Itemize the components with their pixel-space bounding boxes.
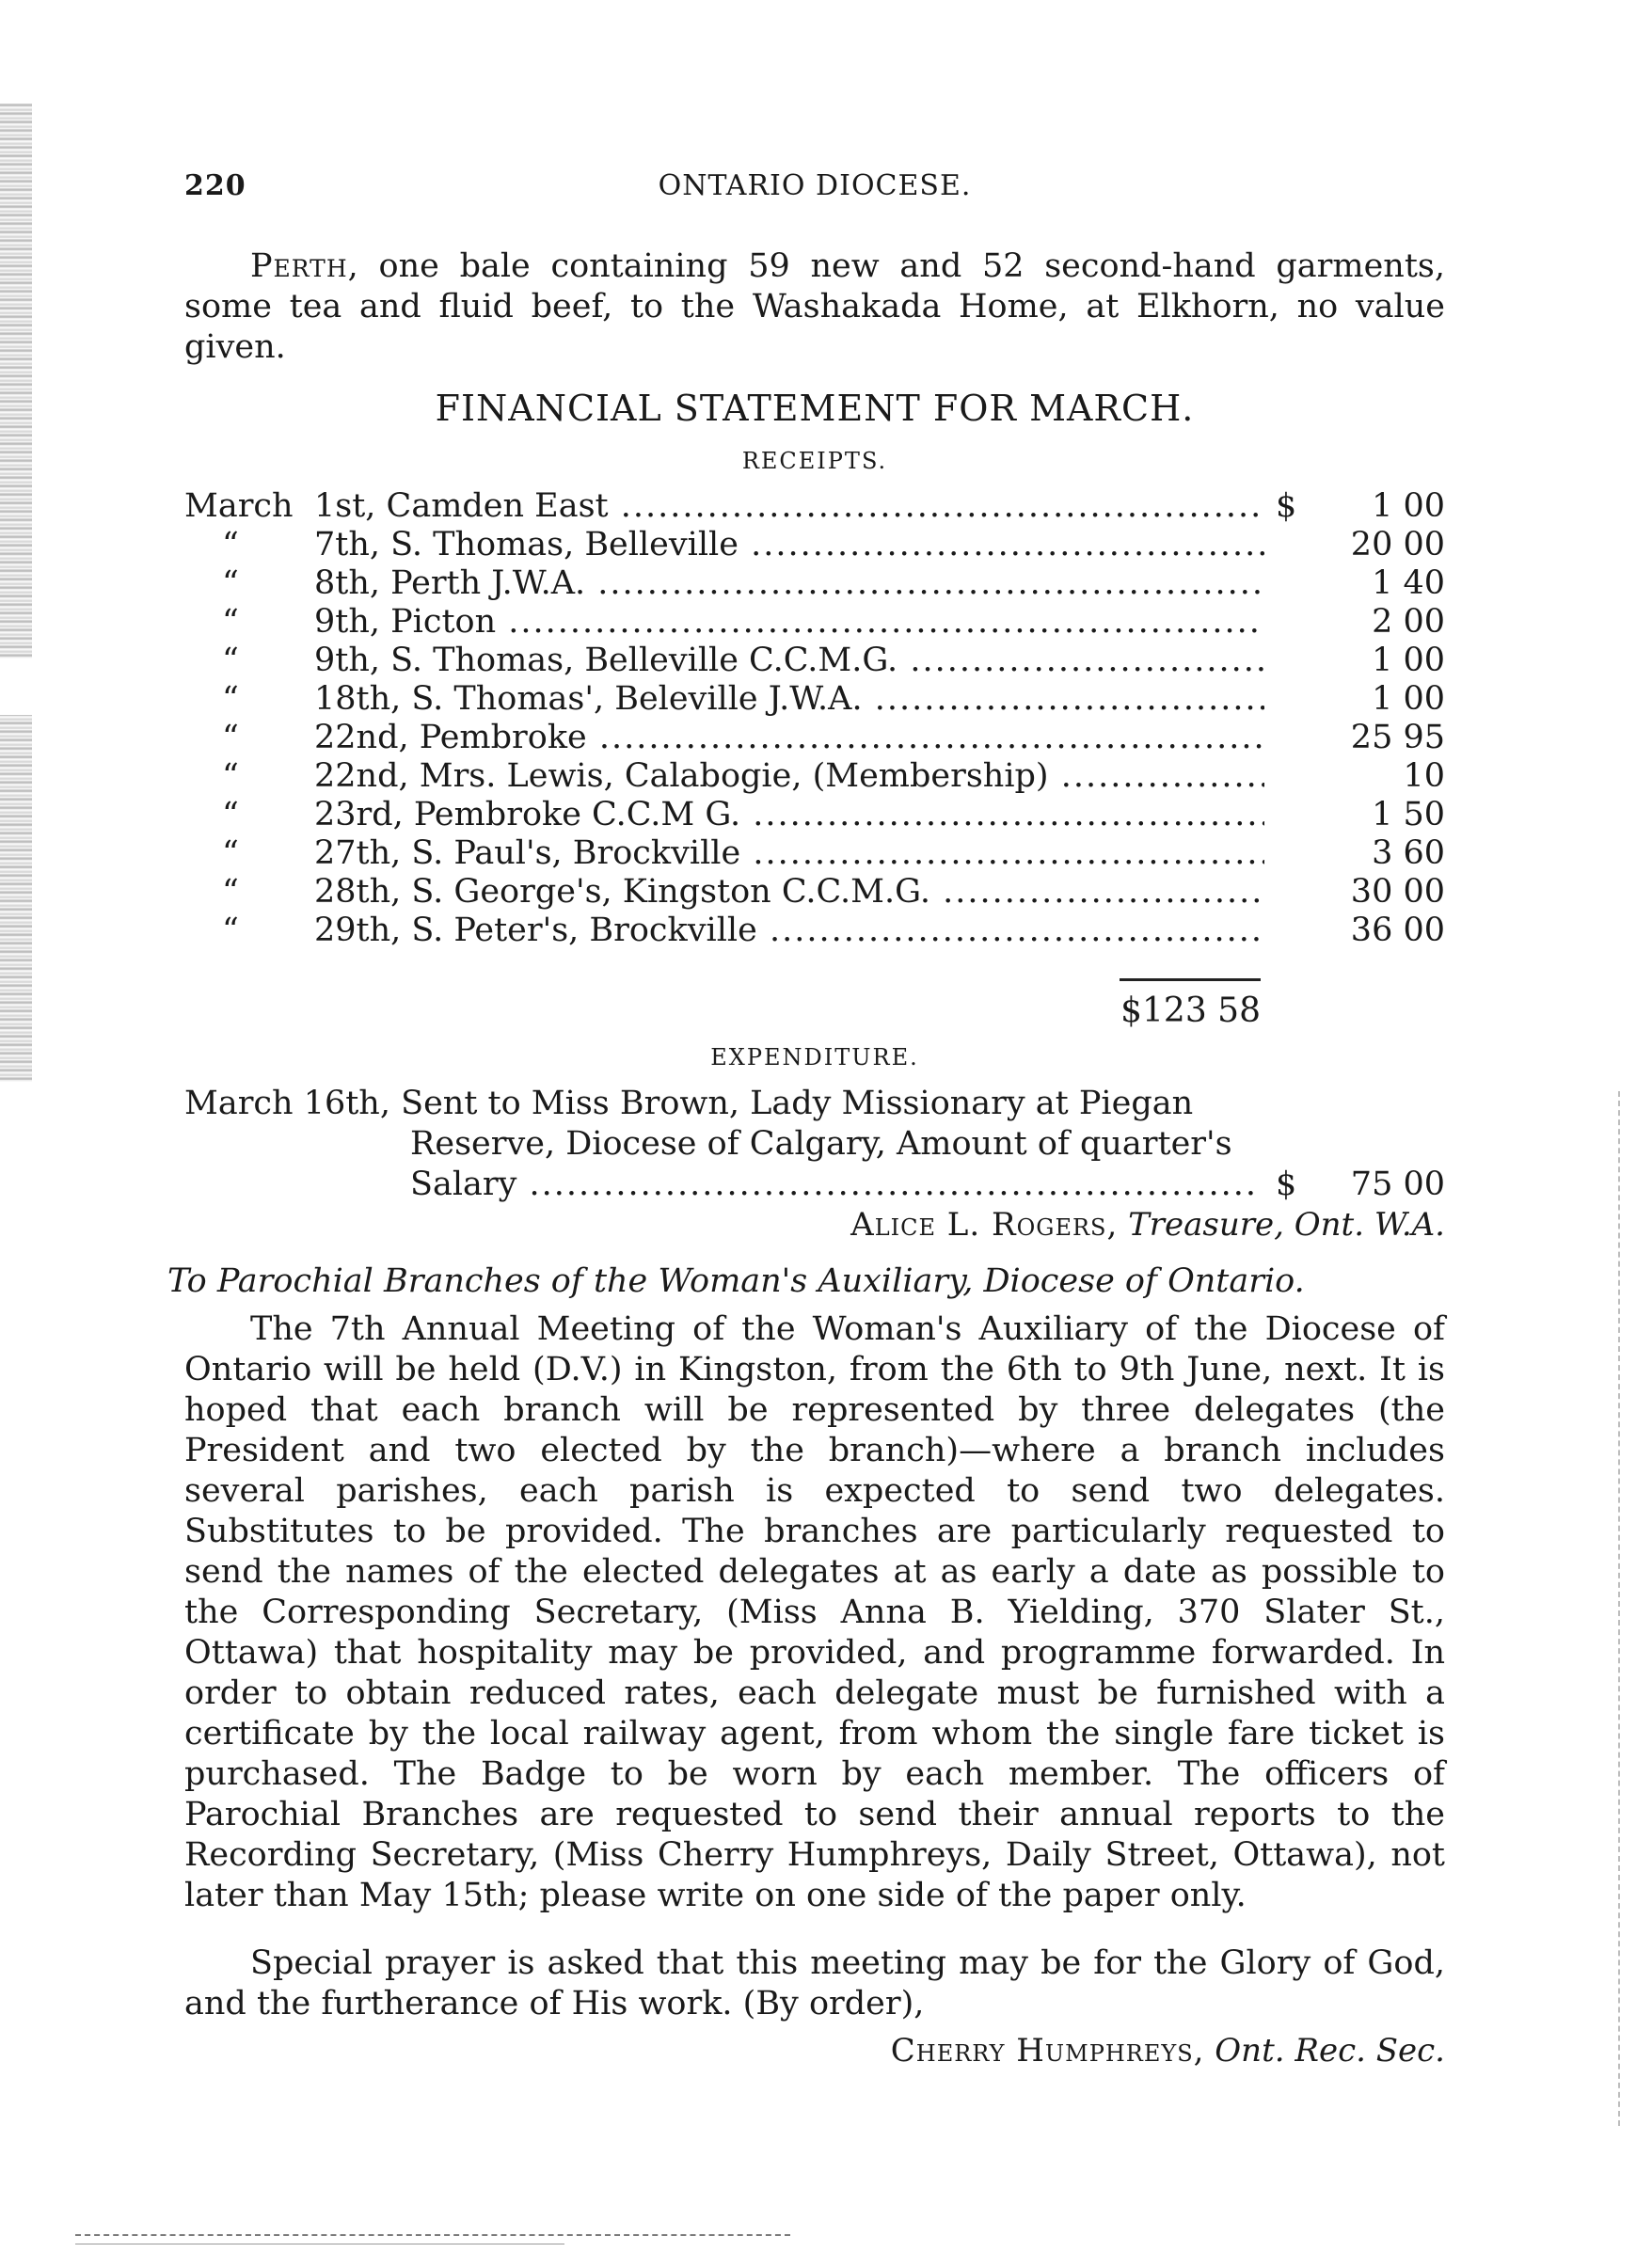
receipt-description: 27th, S. Paul's, Brockville ..... bbox=[314, 834, 1264, 873]
receipt-row bbox=[184, 796, 1445, 834]
receipts-total: $123 58 bbox=[1120, 991, 1261, 1030]
total-rule bbox=[1120, 978, 1261, 981]
receipt-row bbox=[184, 603, 1445, 642]
receipts-heading: RECEIPTS. bbox=[741, 448, 888, 474]
receipt-month: “ bbox=[222, 757, 239, 795]
expenditure-line-1: March 16th, Sent to Miss Brown, Lady Missionary at Piegan bbox=[184, 1085, 1194, 1122]
expenditure-line-3 bbox=[410, 1165, 1257, 1205]
intro-lead-word: Perth bbox=[250, 247, 348, 285]
receipt-month: “ bbox=[222, 564, 239, 602]
receipt-amount: 1 00 bbox=[1372, 487, 1445, 525]
page-header bbox=[184, 169, 1445, 211]
treasurer-signature bbox=[850, 1206, 1445, 1244]
expenditure-amount: 75 00 bbox=[1350, 1166, 1445, 1203]
receipt-month: “ bbox=[222, 603, 239, 641]
receipt-description: 29th, S. Peter's, Brockville ..... bbox=[314, 912, 1264, 950]
receipt-dollar-sign: $ bbox=[1276, 487, 1297, 525]
receipt-month: “ bbox=[222, 642, 239, 679]
expenditure-dollar-sign: $ bbox=[1276, 1166, 1297, 1203]
receipt-row bbox=[184, 526, 1445, 564]
receipt-amount: 30 00 bbox=[1350, 873, 1445, 911]
receipt-month: “ bbox=[222, 873, 239, 911]
receipt-description: 8th, Perth J.W.A. ..... bbox=[314, 564, 1264, 603]
receipt-row bbox=[184, 834, 1445, 873]
receipt-description: 1st, Camden East ..... bbox=[314, 487, 1264, 526]
receipt-description: 22nd, Pembroke ..... bbox=[314, 719, 1264, 757]
receipt-amount: 36 00 bbox=[1350, 912, 1445, 949]
intro-paragraph bbox=[184, 246, 1445, 368]
receipt-row bbox=[184, 757, 1445, 796]
receipt-month: “ bbox=[222, 526, 239, 563]
leader-dots bbox=[516, 1166, 1257, 1203]
receipt-month: March bbox=[184, 487, 294, 525]
receipt-row bbox=[184, 912, 1445, 950]
receipt-amount: 10 bbox=[1403, 757, 1445, 795]
receipt-amount: 1 40 bbox=[1372, 564, 1445, 602]
receipts-ledger bbox=[184, 487, 1445, 950]
scanned-binding-edge bbox=[0, 103, 32, 1082]
receipt-amount: 2 00 bbox=[1372, 603, 1445, 641]
receipt-row bbox=[184, 642, 1445, 680]
notice-address: To Parochial Branches of the Woman's Auxiliary, Diocese of Ontario. bbox=[167, 1262, 1305, 1300]
receipt-row bbox=[184, 564, 1445, 603]
bottom-scan-rule bbox=[75, 2234, 790, 2236]
receipt-amount: 3 60 bbox=[1372, 834, 1445, 872]
secretary-signature bbox=[891, 2032, 1445, 2070]
scan-margin-marks bbox=[1618, 1091, 1635, 2126]
receipt-month: “ bbox=[222, 912, 239, 949]
receipt-amount: 1 00 bbox=[1372, 642, 1445, 679]
expenditure-line-2: Reserve, Diocese of Calgary, Amount of quarter's bbox=[410, 1125, 1232, 1163]
treasurer-name: Alice L. Rogers, bbox=[850, 1206, 1119, 1244]
notice-paragraph-1: The 7th Annual Meeting of the Woman's Auxiliary of the Diocese of Ontario will be held (D.V.) in Kingston, from the 6th to 9th June, next. It is hoped that each branch will be represented by three delegates (the President and two elected by the branch)—where a branch includes several parishes, each parish is expected to send two delegates. Substitutes to be provided. The branches are particularly requested to send the names of the elected delegates at as early a date as possible to the Corresponding Secretary, (Miss Anna B. Yielding, 370 Slater St., Ottawa) that hospitality may be provided, and programme forwarded. In order to obtain reduced rates, each delegate must be furnished with a certificate by the local railway agent, from whom the single fare ticket is purchased. The Badge to be worn by each member. The officers of Parochial Branches are requested to send their annual reports to the Recording Secretary, (Miss Cherry Humphreys, Daily Street, Ottawa), not later than May 15th; please write on one side of the paper only. bbox=[184, 1310, 1445, 1914]
receipt-month: “ bbox=[222, 719, 239, 756]
intro-text: , one bale containing 59 new and 52 second-hand garments, some tea and fluid beef, to the Washakada Home, at Elkhorn, no value given. bbox=[184, 247, 1445, 366]
receipt-amount: 1 50 bbox=[1372, 796, 1445, 833]
receipt-description: 7th, S. Thomas, Belleville ..... bbox=[314, 526, 1264, 564]
receipt-month: “ bbox=[222, 680, 239, 718]
financial-statement-title: FINANCIAL STATEMENT FOR MARCH. bbox=[435, 388, 1195, 429]
receipt-amount: 25 95 bbox=[1350, 719, 1445, 756]
receipt-row bbox=[184, 873, 1445, 912]
receipt-description: 9th, Picton ..... bbox=[314, 603, 1264, 642]
running-title: ONTARIO DIOCESE. bbox=[658, 169, 972, 202]
receipt-amount: 20 00 bbox=[1350, 526, 1445, 563]
notice-paragraph-2: Special prayer is asked that this meeting may be for the Glory of God, and the furtherance of His work. (By order), bbox=[184, 1944, 1445, 2022]
treasurer-title: Treasure, Ont. W.A. bbox=[1128, 1206, 1445, 1244]
receipt-description: 18th, S. Thomas', Beleville J.W.A. ..... bbox=[314, 680, 1264, 719]
expenditure-salary-label: Salary bbox=[410, 1166, 517, 1203]
page-number: 220 bbox=[184, 169, 246, 202]
expenditure-heading: EXPENDITURE. bbox=[710, 1044, 919, 1071]
receipt-description: 9th, S. Thomas, Belleville C.C.M.G. ..... bbox=[314, 642, 1264, 680]
receipt-description: 23rd, Pembroke C.C.M G. ..... bbox=[314, 796, 1264, 834]
receipt-row bbox=[184, 680, 1445, 719]
receipt-row bbox=[184, 719, 1445, 757]
receipt-month: “ bbox=[222, 834, 239, 872]
receipt-row bbox=[184, 487, 1445, 526]
binding-gap bbox=[0, 658, 32, 715]
receipt-description: 22nd, Mrs. Lewis, Calabogie, (Membership) ..... bbox=[314, 757, 1264, 796]
receipt-amount: 1 00 bbox=[1372, 680, 1445, 718]
secretary-title: Ont. Rec. Sec. bbox=[1215, 2032, 1445, 2070]
receipt-description: 28th, S. George's, Kingston C.C.M.G. ..... bbox=[314, 873, 1264, 912]
secretary-name: Cherry Humphreys, bbox=[890, 2032, 1205, 2070]
receipt-month: “ bbox=[222, 796, 239, 833]
